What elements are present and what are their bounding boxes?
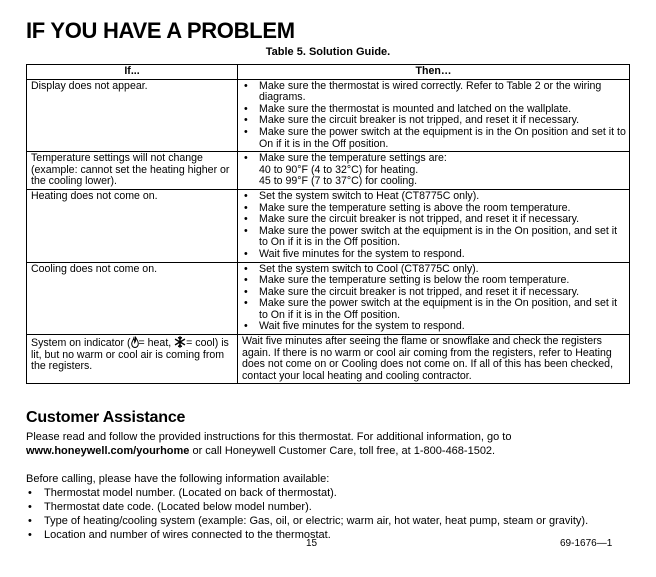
info-list [26, 486, 636, 542]
list-item: • Set the system switch to Cool (CT8775C only). [242, 264, 626, 276]
header-then: Then… [238, 65, 630, 80]
if-cell: Temperature settings will not change (example: cannot set the heating higher or the cooling lower). [27, 152, 238, 190]
list-item: • Make sure the power switch at the equipment is in the On position and set it to On if it is in the Off position. [242, 127, 626, 150]
heating-range: 40 to 90°F (4 to 32°C) for heating. [259, 163, 419, 176]
then-cell [238, 262, 630, 335]
snowflake-icon [174, 336, 186, 348]
solution-guide-table [26, 64, 630, 384]
list-item: • Set the system switch to Heat (CT8775C only). [242, 191, 626, 203]
document-number: 69-1676—1 [560, 538, 613, 549]
then-cell [238, 79, 630, 152]
if-text-part: = heat, [138, 337, 172, 350]
list-item: • Make sure the temperature setting is above the room temperature. [242, 203, 626, 215]
if-cell: Display does not appear. [27, 79, 238, 152]
table-row [27, 152, 630, 190]
assistance-paragraph [26, 430, 636, 458]
table-row [27, 79, 630, 152]
list-item: • Make sure the circuit breaker is not tripped, and reset it if necessary. [242, 214, 626, 226]
list-item: • Make sure the circuit breaker is not tripped, and reset it if necessary. [242, 287, 626, 299]
list-item: • Make sure the power switch at the equipment is in the On position, and set it to On if it is in the Off position. [242, 226, 626, 249]
table-row [27, 335, 630, 384]
table-caption: Table 5. Solution Guide. [265, 46, 391, 58]
before-calling-text: Before calling, please have the following information available: [26, 473, 330, 485]
list-item: • Make sure the thermostat is wired correctly. Refer to Table 2 or the wiring diagrams. [242, 81, 626, 104]
table-row [27, 262, 630, 335]
table-row [27, 189, 630, 262]
if-cell: Heating does not come on. [27, 189, 238, 262]
list-item: • Make sure the temperature setting is below the room temperature. [242, 275, 626, 287]
if-text-part: System on indicator ( [31, 337, 131, 350]
list-item: • Location and number of wires connected to the thermostat. [26, 528, 636, 542]
website-link[interactable]: www.honeywell.com/yourhome [26, 445, 190, 457]
if-cell [27, 335, 238, 384]
list-item: • Wait five minutes for the system to respond. [242, 249, 626, 261]
page-number: 15 [306, 538, 318, 549]
list-item: • Wait five minutes for the system to respond. [242, 321, 626, 333]
list-item: • Make sure the power switch at the equipment is in the On position, and set it to On if it is in the Off position. [242, 298, 626, 321]
cooling-range: 45 to 99°F (7 to 37°C) for cooling. [259, 175, 418, 188]
list-item: • Make sure the thermostat is mounted and latched on the wallplate. [242, 104, 626, 116]
list-item: • Make sure the circuit breaker is not tripped, and reset it if necessary. [242, 115, 626, 127]
header-if: If... [27, 65, 238, 80]
section-heading: Customer Assistance [26, 409, 186, 426]
list-item: • Thermostat model number. (Located on back of thermostat). [26, 486, 636, 500]
paragraph-text: Please read and follow the provided instructions for this thermostat. For additional information, go to [26, 431, 512, 443]
paragraph-text: or call Honeywell Customer Care, toll free, at 1-800-468-1502. [189, 445, 496, 457]
page-title: IF YOU HAVE A PROBLEM [26, 18, 295, 43]
then-cell: Wait five minutes after seeing the flame or snowflake and check the registers again. If there is no warm or cool air coming from the registers, refer to Heating does not come on or Cooling does not come on. If all of this has been checked, contact your local heating and cooling contractor. [238, 335, 630, 384]
if-cell: Cooling does not come on. [27, 262, 238, 335]
list-item: • Type of heating/cooling system (example: Gas, oil, or electric; warm air, hot water, heat pump, steam or gravity). [26, 514, 636, 528]
then-cell [238, 152, 630, 190]
if-text-part: = cool) is lit, but no warm or cool air is coming from the registers. [31, 337, 229, 373]
list-item [242, 153, 626, 188]
settings-lead: Make sure the temperature settings are: [259, 152, 447, 165]
then-cell [238, 189, 630, 262]
table-header-row [27, 65, 630, 80]
list-item: • Thermostat date code. (Located below model number). [26, 500, 636, 514]
flame-icon [131, 336, 139, 348]
